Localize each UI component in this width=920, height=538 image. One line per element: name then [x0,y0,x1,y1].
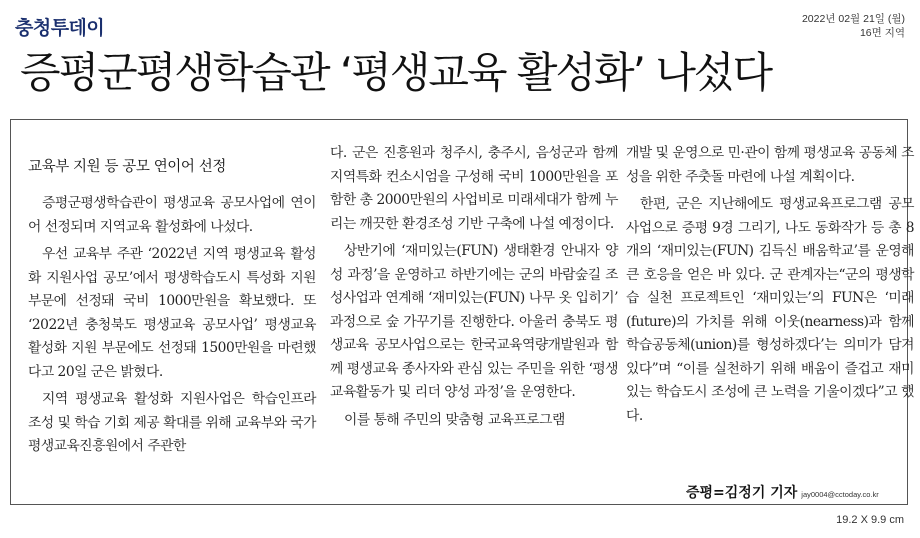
paragraph-4: 상반기에 ‘재미있는(FUN) 생태환경 안내자 양성 과정’을 운영하고 하반기에는 군의 바람숲길 조성사업과 연계해 ‘재미있는(FUN) 나무 옷 입히기’ 과정으로 숲 가꾸기를 진행한다. 아울러 충북도 평생교육 공모사업으로는 한국교육역량개발원과 함께 평생교육 종사자와 관심 있는 주민을 위한 ‘평생교육활동가 및 리더 양성 과정’을 운영한다. [330,243,618,400]
article-body-frame [10,119,914,505]
reporter-email[interactable]: jay0004@cctoday.co.kr [801,490,879,499]
paragraph-1: 증평군평생학습관이 평생교육 공모사업에 연이어 선정되며 지역교육 활성화에 나섰다. [28,195,316,235]
publisher-name: 충청투데이 [15,17,105,39]
paragraph-3: 지역 평생교육 활성화 지원사업은 학습인프라 조성 및 학습 기회 제공 확대를 위해 교육부와 국가평생교육진흥원에서 주관한 [28,391,316,454]
subheadline: 교육부 지원 등 공모 연이어 선정 [28,159,226,175]
page-section: 16면 지역 [859,27,905,39]
paragraph-6: 한편, 군은 지난해에도 평생교육프로그램 공모사업으로 증평 9경 그리기, 나도 동화작가 등 총 8개의 ‘재미있는(FUN) 김득신 배움학교’를 운영해 큰 호응을 얻은 바 있다. 군 관계자는“군의 평생학습 실천 프로젝트인 ‘재미있는’의 FUN은 ‘미래(future)의 가치를 위해 이웃(nearness)과 함께 학습공동체(union)를 형성하겠다’는 의미가 담겨 있다”며 “이를 실천하기 위해 배움이 즐겁고 재미있는 학습도시 조성에 큰 노력을 기울이겠다”고 했다. [626,196,914,424]
headline: 증평군평생학습관 ‘평생교육 활성화’ 나섰다 [20,48,772,97]
publish-date: 2022년 02월 21일 (월) [801,13,905,25]
byline-block [686,482,879,502]
byline: 증평=김정기 기자 [686,485,798,501]
dateline [802,12,905,40]
paragraph-3-continued: 다. 군은 진흥원과 청주시, 충주시, 음성군과 함께 지역특화 컨소시엄을 구성해 국비 1000만원을 포함한 총 2000만원의 사업비로 미래세대가 함께 누리는 깨끗한 환경조성 기반 구축에 나설 예정이다. [330,145,618,232]
column-1 [28,157,316,459]
paragraph-5-continued: 개발 및 운영으로 민·관이 함께 평생교육 공동체 조성을 위한 주춧돌 마련에 나설 계획이다. [626,145,914,185]
clipping-dimensions: 19.2 X 9.9 cm [836,514,904,526]
paragraph-5: 이를 통해 주민의 맞춤형 교육프로그램 [344,411,565,428]
column-2 [330,142,618,432]
column-3 [626,142,914,428]
paragraph-2: 우선 교육부 주관 ‘2022년 지역 평생교육 활성화 지원사업 공모’에서 평생학습도시 특성화 지원 부문에 선정돼 국비 1000만원을 확보했다. 또 ‘2022년 충청북도 평생교육 공모사업’ 평생교육 활성화 지원 부문에도 선정돼 1500만원을 마련했다고 20일 군은 밝혔다. [28,246,316,380]
